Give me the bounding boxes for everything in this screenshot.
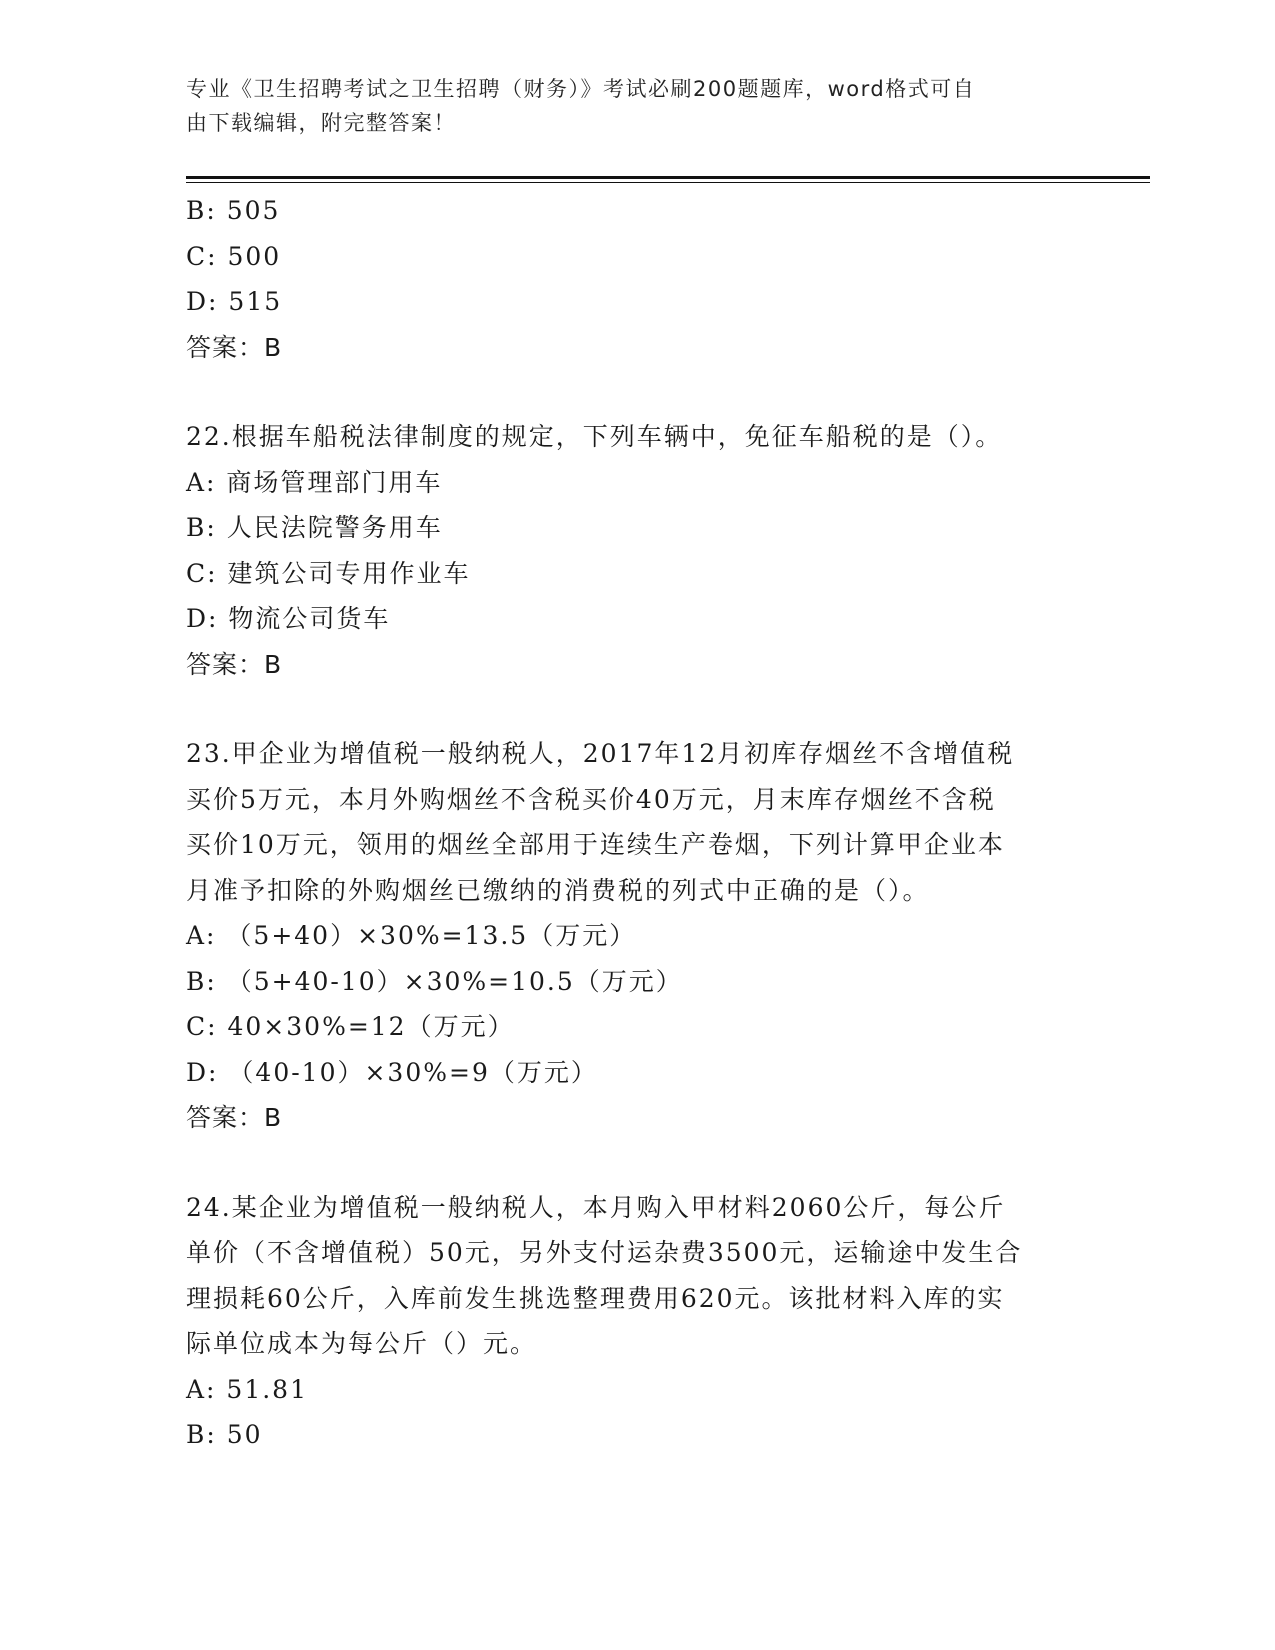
- question-text-line: 际单位成本为每公斤（）元。: [186, 1329, 538, 1358]
- question-21-tail: [186, 188, 1086, 370]
- spacer: [186, 1141, 1086, 1185]
- option-b: B: （5+40-10）×30%=10.5（万元）: [186, 966, 683, 996]
- question-text: 22.根据车船税法律制度的规定，下列车辆中，免征车船税的是（）。: [186, 422, 1003, 451]
- header-line-2: 由下载编辑，附完整答案！: [186, 111, 456, 135]
- option-d: D: 515: [186, 287, 283, 316]
- answer: 答案：B: [186, 1103, 283, 1132]
- option-c: C: 40×30%=12（万元）: [186, 1012, 515, 1041]
- header-rule-thin: [186, 182, 1150, 183]
- answer: 答案：B: [186, 332, 283, 362]
- question-text-line: 买价5万元，本月外购烟丝不含税买价40万元，月末库存烟丝不含税: [186, 784, 996, 814]
- question-text-line: 23.甲企业为增值税一般纳税人，2017年12月初库存烟丝不含增值税: [186, 739, 1015, 768]
- document-content: [186, 188, 1086, 1458]
- option-b: B: 505: [186, 196, 281, 225]
- question-24: [186, 1185, 1086, 1458]
- option-a: A: 51.81: [186, 1374, 308, 1404]
- option-a: A: （5+40）×30%=13.5（万元）: [186, 921, 637, 950]
- spacer: [186, 687, 1086, 731]
- option-c: C: 建筑公司专用作业车: [186, 558, 471, 588]
- spacer: [186, 370, 1086, 414]
- option-b: B: 50: [186, 1420, 263, 1449]
- question-text-line: 24.某企业为增值税一般纳税人，本月购入甲材料2060公斤，每公斤: [186, 1192, 1006, 1222]
- header-line-1: 专业《卫生招聘考试之卫生招聘（财务）》考试必刷200题题库，word格式可自: [186, 77, 976, 101]
- option-d: D: 物流公司货车: [186, 604, 391, 633]
- option-b: B: 人民法院警务用车: [186, 513, 443, 542]
- question-22: [186, 414, 1086, 687]
- page-header: [186, 72, 1066, 140]
- option-c: C: 500: [186, 241, 282, 271]
- header-rule-thick: [186, 176, 1150, 179]
- question-23: [186, 731, 1086, 1141]
- option-d: D: （40-10）×30%=9（万元）: [186, 1057, 598, 1087]
- question-text-line: 理损耗60公斤，入库前发生挑选整理费用620元。该批材料入库的实: [186, 1283, 1005, 1313]
- question-text-line: 买价10万元，领用的烟丝全部用于连续生产卷烟，下列计算甲企业本: [186, 830, 1005, 859]
- question-text-line: 月准予扣除的外购烟丝已缴纳的消费税的列式中正确的是（）。: [186, 875, 930, 905]
- option-a: A: 商场管理部门用车: [186, 467, 443, 497]
- answer: 答案：B: [186, 649, 283, 679]
- question-text-line: 单价（不含增值税）50元，另外支付运杂费3500元，运输途中发生合: [186, 1238, 1023, 1267]
